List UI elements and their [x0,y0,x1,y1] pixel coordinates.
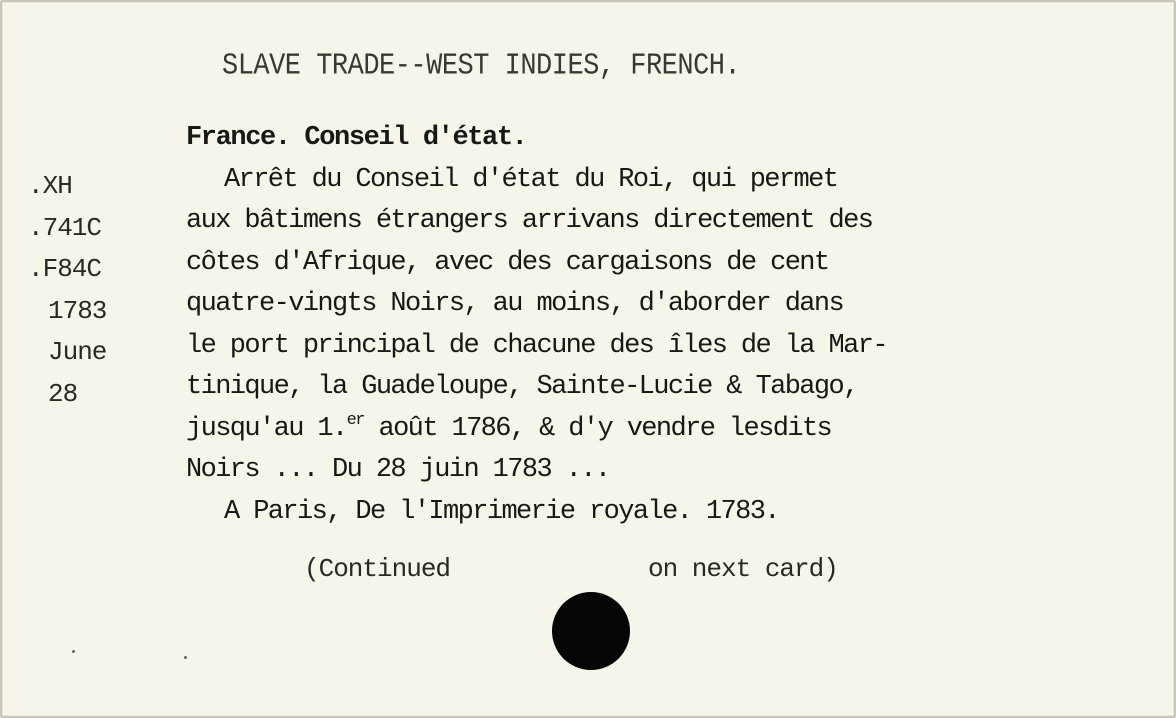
title-line-start: jusqu'au 1. [186,413,347,444]
title-line [186,409,887,451]
call-number-line: .F84C [28,254,102,284]
call-number-line: 28 [48,378,78,409]
title-line-end: août 1786, & d'y vendre lesdits [363,413,832,444]
speck [72,650,75,653]
punch-hole [552,592,630,670]
main-entry: France. Conseil d'état. [186,123,527,153]
ordinal-superscript: er [346,410,364,430]
catalog-entry [186,118,887,533]
call-number [28,166,106,415]
continued-note-end: on next card) [648,554,838,584]
title-line: côtes d'Afrique, avec des cargaisons de cent [186,247,829,278]
title-line: Noirs ... Du 28 juin 1783 ... [186,455,610,485]
title-line: quatre-vingts Noirs, au moins, d'aborder dans [186,289,844,319]
title-line: aux bâtimens étrangers arrivans directement des [186,206,873,236]
imprint: A Paris, De l'Imprimerie royale. 1783. [224,496,779,527]
call-number-line: June [48,337,107,367]
subject-heading: SLAVE TRADE--WEST INDIES, FRENCH. [222,50,741,84]
speck [184,656,187,659]
call-number-line: .XH [28,171,72,201]
title-line: Arrêt du Conseil d'état du Roi, qui permet [224,164,838,195]
continued-note-start: (Continued [304,554,451,584]
call-number-line: .741C [28,212,102,243]
title-line: le port principal de chacune des îles de la Mar- [186,330,887,361]
call-number-line: 1783 [48,295,107,326]
title-line: tinique, la Guadeloupe, Sainte-Lucie & Tabago, [186,372,858,402]
